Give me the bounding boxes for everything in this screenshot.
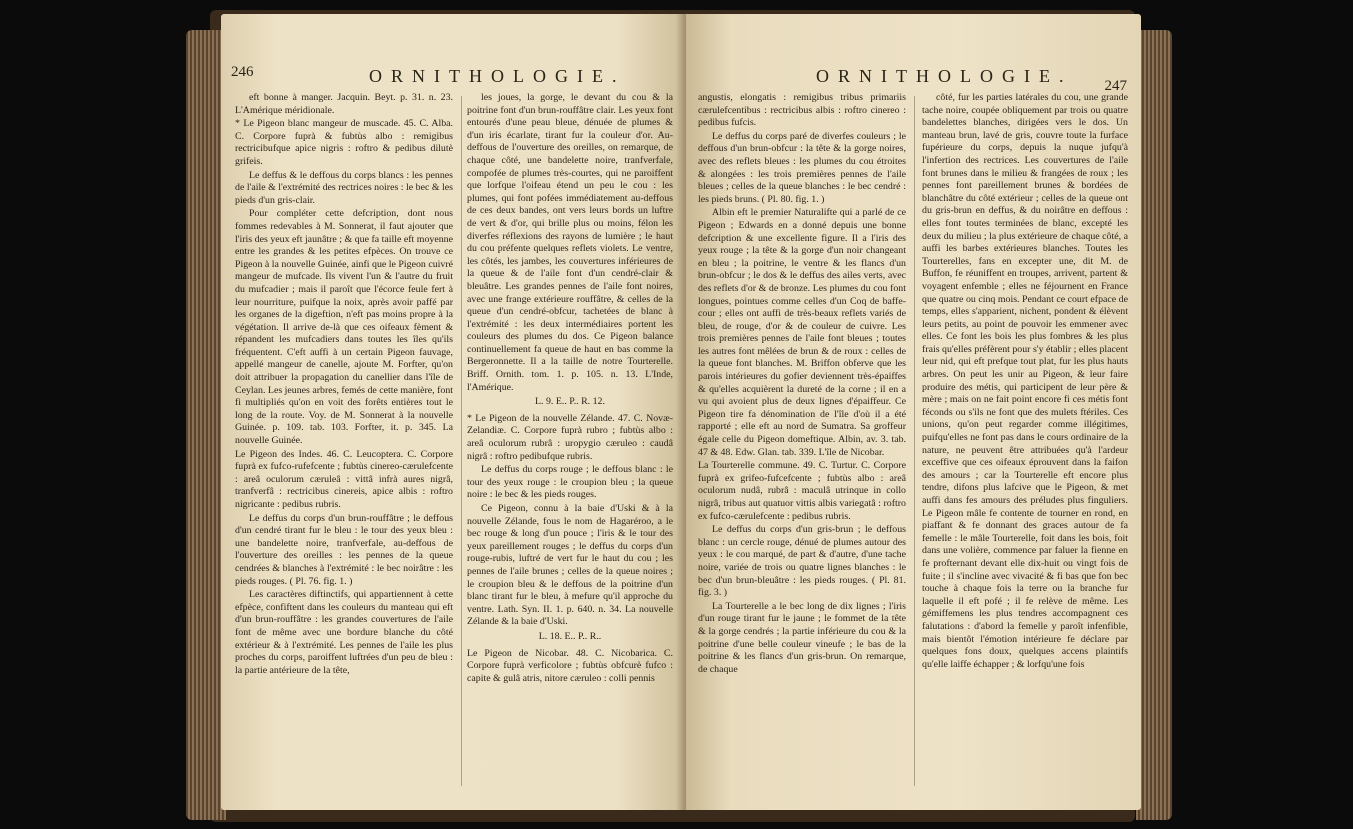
body-paragraph: côté, fur les parties latérales du cou, une grande tache noire, coupée obliquement par trois ou quatre bandelettes blanches, dirigées vers le dos. Un manteau brun, lavé de gris, couvre toute la furface fupérieure du corps, depuis la nuque jufqu'à l'infertion des rectrices. Les couvertures de l'aile font brunes dans le milieu & frangées de roux ; les pennes font pareillement brunes & bordées de blanchâtre du côté extérieur ; celles de la queue ont du gris-brun en deffus, & du noirâtre en deffous : elles font toutes terminées de blanc, excepté les deux du milieu ; la plus extérieure de chaque côté, a auffi les barbes extérieures blanches. Toutes les Tourterelles, fans en excepter une, dit M. de Buffon, fe réuniffent en troupes, arrivent, partent & voyagent enfemble ; elles ne féjournent en France que quatre ou cinq mois. Pendant ce court efpace de temps, elles s'apparient, nichent, pondent & élèvent leurs petits, au point de pouvoir les emmener avec elles. Ce font les bois les plus fombres & les plus frais qu'elles préfèrent pour s'y établir ; elles placent leur nid, qui eft prefque tout plat, fur les plus hauts arbres. On peut les unir au Pigeon, & leur faire produire des métis, qui participent de leur père & mère ; mais on ne fait point encore fi ces métis font féconds ou s'ils ne font que des mulets ftériles. Ces unions, qu'on peut regarder comme illégitimes, puifqu'elles ne font pas dans le cours ordinaire de la nature, ne peuvent être attribuées qu'à l'ardeur exceffive que ces oifeaux éprouvent dans la faifon des amours ; car la Tourterelle eft encore plus tendre, difons plus lafcive que le Pigeon, & met auffi dans fes amours des préludes plus finguliers. Le Pigeon mâle fe contente de tourner en rond, en piaffant & fe donnant des graces autour de fa femelle : le mâle Tourterelle, foit dans les bois, foit dans une volière, commence par faluer la fienne en fe profternant devant elle dix-huit ou vingt fois de fuite ; il s'incline avec vivacité & fi bas que fon bec touche à chaque fois la terre ou la branche fur laquelle il eft pofé ; il fe relève de même. Les gémiffemens les plus tendres accompagnent ces falutations : d'abord la femelle y paroît infenfible, mais bientôt l'émotion intérieure fe déclare par quelques fons doux, quelques accens plaintifs qu'elle laiffe échapper ; & lorfqu'une fois [922,92,1128,670]
text-column-left-2 [467,92,673,686]
body-paragraph: Le deffus du corps paré de diverfes couleurs ; le deffous d'un brun-obfcur : la tête & la gorge noires, avec des reflets bleues : les plumes du cou étroites & alongées : les trois premières pennes de l'aile bleues ; celles de la queue blanches : le bec cendré : les pieds bruns. ( Pl. 80. fig. 1. ) [698,130,906,205]
body-paragraph: les joues, la gorge, le devant du cou & la poitrine font d'un brun-rouffâtre clair. Les yeux font entourés d'une peau bleue, dénuée de plumes & d'un iris écarlate, tirant fur la couleur d'or. Au-deffous de l'ouverture des oreilles, on remarque, de chaque côté, une bandelette noire, tranfverfale, compofée de plumes très-courtes, qui ne paroiffent que lorfque l'oifeau étend un peu le cou : les plumes, qui font pofées immédiatement au-deffous de ces deux bandes, ont vers leurs bords un luftre de vert & d'or, qui brille plus ou moins, félon les diverfes réflexions des rayons de lumière ; le haut du cou préfente quelques reflets violets. Le ventre, les côtés, les jambes, les couvertures inférieures de la queue & de l'aile font d'un cendré-clair & bleuâtre. Les grandes pennes de l'aile font noires, avec une frange extérieure rouffâtre, & celles de la queue d'un cendré-obfcur, tachetées de blanc à l'extrémité : les deux intermédiaires portent les couleurs des plumes du dos. Ce Pigeon balance continuellement fa queue de haut en bas comme la Bergeronnette. Il a la taille de notre Tourterelle. Briff. Ornith. tom. 1. p. 105. n. 13. L'Inde, l'Amérique. [467,92,673,393]
species-entry: Le Pigeon des Indes. 46. C. Leucoptera. C. Corpore fuprà ex fufco-rufefcente ; fubtùs cinereo-cærulefcente : areâ oculorum cæruleâ : vittâ infrà aures nigrâ, tranfverfâ : rectricibus cinereis, apice albis : roftro nigricante : pedibus rubris. [235,448,453,510]
running-head: ORNITHOLOGIE. [816,66,1073,86]
column-rule [461,96,462,786]
body-paragraph: Les caractères diftinctifs, qui appartiennent à cette efpèce, confiftent dans les couleurs du manteau qui eft d'un brun-rouffâtre : les grandes couvertures de l'aile font de même avec une bordure blanche du côté extérieur & à l'extrémité. Les pennes de l'aile les plus proches du corps, paroiffent luftrées d'un peu de bleu : la partie antérieure de la tête, [235,589,453,676]
right-page [686,14,1141,810]
left-page-edges [186,30,226,820]
body-paragraph: Le deffus du corps rouge ; le deffous blanc : le tour des yeux rouge : le croupion bleu ; la queue noire : le bec & les pieds rouges. [467,464,673,501]
page-number: 246 [231,64,254,80]
text-column-left-1 [235,92,453,678]
species-entry: La Tourterelle commune. 49. C. Turtur. C. Corpore fuprà ex grifeo-fufcefcente ; fubtùs albo : areâ oculorum nudâ, rubrâ : maculâ utrinque in collo nigrâ, tribus aut quatuor vittis albis variegatâ : roftro ex fufco-cærulefcente : pedibus rubris. [698,460,906,522]
text-column-right-1 [698,92,906,677]
linnaean-reference: L. 18. E.. P.. R.. [538,630,602,642]
body-paragraph: Le deffus & le deffous du corps blancs : les pennes de l'aile & l'extrémité des rectrices noires : le bec & les pieds d'un gris-clair. [235,169,453,206]
species-entry: * Le Pigeon blanc mangeur de muscade. 45. C. Alba. C. Corpore fuprà & fubtùs albo : remigibus rectricibufque apice nigris : roftro & pedibus dilutè grifeis. [235,118,453,167]
body-paragraph: Le deffus du corps d'un gris-brun ; le deffous blanc : un cercle rouge, dénué de plumes autour des yeux : le cou marqué, de part & d'autre, d'une tache noire, variée de trois ou quatre lignes blanches : le bec d'un brun-bleuâtre : les pieds rouges. ( Pl. 81. fig. 3. ) [698,524,906,599]
body-paragraph: La Tourterelle a le bec long de dix lignes ; l'iris d'un rouge tirant fur le jaune ; le fommet de la tête & la gorge cendrés ; la partie inférieure du cou & la poitrine d'une belle couleur vineufe ; le bas de la poitrine & les flancs d'un gris-brun. On remarque, de chaque [698,600,906,675]
page-number: 247 [1104,78,1127,94]
column-rule [914,96,915,786]
left-page-header [221,64,686,90]
text-column-right-2 [922,92,1128,672]
body-paragraph: eft bonne à manger. Jacquin. Beyt. p. 31. n. 23. L'Amérique méridionale. [235,92,453,116]
left-page [221,14,686,810]
species-entry: Le Pigeon de Nicobar. 48. C. Nicobarica. C. Corpore fuprà verficolore ; fubtùs obfcurè fufco : capite & gulâ atris, nitore cæruleo : colli pennis [467,647,673,684]
running-head: ORNITHOLOGIE. [369,66,626,86]
right-page-header [686,64,1141,94]
body-paragraph: Le deffus du corps d'un brun-rouffâtre ; le deffous d'un cendré tirant fur le bleu : le tour des yeux bleu : une bandelette noire, tranfverfale, au-deffous de l'ouverture des oreilles : les pennes de la queue cendrées & blanches à l'extrémité : le bec noirâtre : les pieds rouges. ( Pl. 76. fig. 1. ) [235,512,453,587]
linnaean-reference: L. 9. E.. P.. R. 12. [535,396,605,408]
species-entry: * Le Pigeon de la nouvelle Zélande. 47. C. Novæ-Zelandiæ. C. Corpore fuprà rubro ; fubtùs albo : areâ oculorum rubrâ : uropygio cæruleo : caudâ nigrâ : roftro pedibufque rubris. [467,412,673,462]
species-entry: angustis, elongatis : remigibus tribus primariis cærulefcentibus : rectricibus albis : roftro cinereo : pedibus fufcis. [698,92,906,129]
right-page-edges [1136,30,1172,820]
body-paragraph: Pour compléter cette defcription, dont nous fommes redevables à M. Sonnerat, il faut ajouter que l'iris des yeux eft jaunâtre ; & que fa taille eft moyenne entre les grandes & les petites efpèces. On trouve ce Pigeon à la nouvelle Guinée, ainfi que le Pigeon cuivré mangeur de mufcade. Ils vivent l'un & l'autre du fruit du mufcadier ; mais il paroît que l'écorce feule fert à leur nourriture, puifque la noix, après avoir paffé par les organes de la digeftion, n'eft pas moins propre à la végétation. Il arrive de-là que ces oifeaux fèment & répandent les mufcadiers dans toutes les îles qu'ils fréquentent. C'eft auffi à un certain Pigeon fauvage, appellé mangeur de canelle, ajoute M. Forfter, qu'on doit attribuer la propagation du canellier dans l'île de Ceylan. Les jeunes arbres, femés de cette manière, font fi multipliés qu'on en voit des forêts entières tout le long de la route. Voy. de M. Sonnerat à la nouvelle Guinée. p. 109. tab. 103. Forfter, it. p. 345. La nouvelle Guinée. [235,208,453,447]
body-paragraph: Ce Pigeon, connu à la baie d'Uski & à la nouvelle Zélande, fous le nom de Hagaréroo, a le bec rouge & long d'un pouce ; l'iris & le tour des yeux pareillement rouges ; le deffus du corps d'un rouge-rubis, luftré de vert fur le haut du cou ; les pennes de l'aile brunes ; celles de la queue noires ; le croupion bleu & le deffous de la poitrine d'un blanc tirant fur le bleu, à mefure qu'il approche du ventre. Lath. Syn. II. 1. p. 640. n. 34. La nouvelle Zélande & la baie d'Uski. [467,503,673,628]
body-paragraph: Albin eft le premier Naturalifte qui a parlé de ce Pigeon ; Edwards en a donné depuis une bonne defcription & une excellente figure. Il a l'iris des yeux rouge ; la tête & la gorge d'un noir changeant en bleu ; la poitrine, le ventre & les flancs d'un brun-obfcur ; le dos & le deffus des ailes verts, avec des reflets d'or & de bronze. Les plumes du cou font longues, pointues comme celles d'un Coq de baffe-cour ; elles ont auffi de très-beaux reflets variés de bleu, de rouge, d'or & de couleur de cuivre. Les trois premières pennes de l'aile font bleues ; toutes les autres font mêlées de brun & de roux : celles de la queue font blanches. M. Briffon obferve que les parois intérieures du gofier deviennent très-épaiffes & qu'elles acquièrent la dureté de la corne ; il en a vu qui avoient plus de deux lignes d'épaiffeur. Ce Pigeon tire fa dénomination de l'île d'où il a été rapporté ; elle eft au nord de Sumatra. Sa groffeur égale celle du Pigeon domeftique. Albin, av. 3. tab. 47 & 48. Edw. Glan. tab. 339. L'île de Nicobar. [698,207,906,458]
